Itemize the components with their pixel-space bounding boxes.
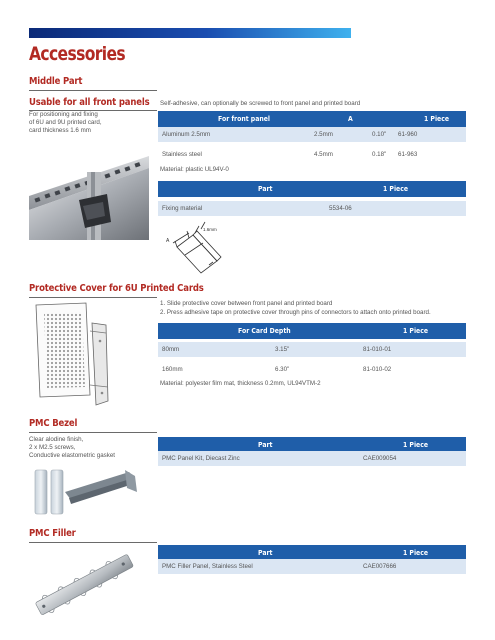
table-row: [158, 147, 466, 162]
column-header: Part: [258, 549, 273, 557]
section-heading-protective-cover: Protective Cover for 6U Printed Cards: [29, 283, 204, 294]
table-cell: 80mm: [162, 346, 180, 353]
section-heading-middle-part: Middle Part: [29, 76, 83, 87]
description-line: Conductive elastometric gasket: [29, 452, 115, 459]
column-header: Part: [258, 441, 273, 449]
description-line: For positioning and fixing: [29, 111, 98, 118]
column-header: 1 Piece: [403, 441, 429, 449]
section-heading-pmc-bezel: PMC Bezel: [29, 418, 78, 429]
table-cell: 5534-06: [329, 205, 352, 212]
description-line: 2 x M2.5 screws,: [29, 444, 76, 451]
column-header: 1 Piece: [383, 185, 409, 193]
column-header: For front panel: [218, 115, 271, 123]
table-row: [158, 362, 466, 377]
table-header: [158, 181, 466, 197]
table-cell: 61-960: [398, 131, 418, 138]
table-header: [158, 111, 466, 127]
subheading-usable-front-panels: Usable for all front panels: [29, 97, 150, 108]
section-divider: [29, 432, 157, 433]
table-header: [158, 323, 466, 339]
description-line: card thickness 1.6 mm: [29, 127, 91, 134]
column-header: For Card Depth: [238, 327, 291, 335]
table-cell: Aluminum 2.5mm: [162, 131, 211, 138]
section-divider: [29, 297, 157, 298]
column-header: 1 Piece: [403, 549, 429, 557]
table-row: [158, 559, 466, 574]
material-note: Material: polyester film mat, thickness 0.2mm, UL94VTM-2: [160, 380, 321, 387]
table-cell: 6.30": [275, 366, 290, 373]
note-self-adhesive: Self-adhesive, can optionally be screwed to front panel and printed board: [160, 100, 361, 107]
table-row: [158, 201, 466, 216]
column-header: Part: [258, 185, 273, 193]
table-cell: PMC Filler Panel, Stainless Steel: [162, 563, 253, 570]
protective-cover-product-photo: [30, 301, 140, 409]
table-cell: CAE009054: [363, 455, 397, 462]
table-cell: 4.5mm: [314, 151, 333, 158]
table-cell: 2.5mm: [314, 131, 333, 138]
description-line: of 6U and 9U printed card,: [29, 119, 102, 126]
table-row: [158, 451, 466, 466]
pmc-filler-product-photo: [29, 546, 139, 622]
middle-part-technical-drawing: [163, 221, 225, 279]
section-heading-pmc-filler: PMC Filler: [29, 528, 76, 539]
table-cell: 0.10": [372, 131, 387, 138]
dimension-label-a: A: [166, 238, 170, 244]
section-divider: [29, 90, 157, 91]
table-cell: 81-010-02: [363, 366, 392, 373]
description-line: Clear alodine finish,: [29, 436, 84, 443]
table-cell: Fixing material: [162, 205, 203, 212]
column-header: 1 Piece: [403, 327, 429, 335]
table-cell: 61-963: [398, 151, 418, 158]
table-row: [158, 342, 466, 357]
table-cell: 0.18": [372, 151, 387, 158]
table-cell: 160mm: [162, 366, 183, 373]
table-cell: CAE007666: [363, 563, 397, 570]
header-gradient-bar: [29, 28, 351, 38]
dimension-label-thickness: 1.6mm: [203, 227, 217, 232]
step-line: 2. Press adhesive tape on protective cover through pins of connectors to attach onto printed board.: [160, 309, 431, 316]
pmc-bezel-product-photo: [29, 462, 141, 522]
step-line: 1. Slide protective cover between front panel and printed board: [160, 300, 333, 307]
table-cell: 81-010-01: [363, 346, 392, 353]
page-title: Accessories: [29, 43, 126, 65]
table-cell: Stainless steel: [162, 151, 202, 158]
section-divider: [29, 542, 157, 543]
table-cell: 3.15": [275, 346, 290, 353]
table-row: [158, 127, 466, 142]
middle-part-product-photo: [29, 136, 149, 240]
material-note: Material: plastic UL94V-0: [160, 166, 229, 173]
column-header: 1 Piece: [424, 115, 450, 123]
table-cell: PMC Panel Kit, Diecast Zinc: [162, 455, 240, 462]
column-header: A: [348, 115, 353, 123]
